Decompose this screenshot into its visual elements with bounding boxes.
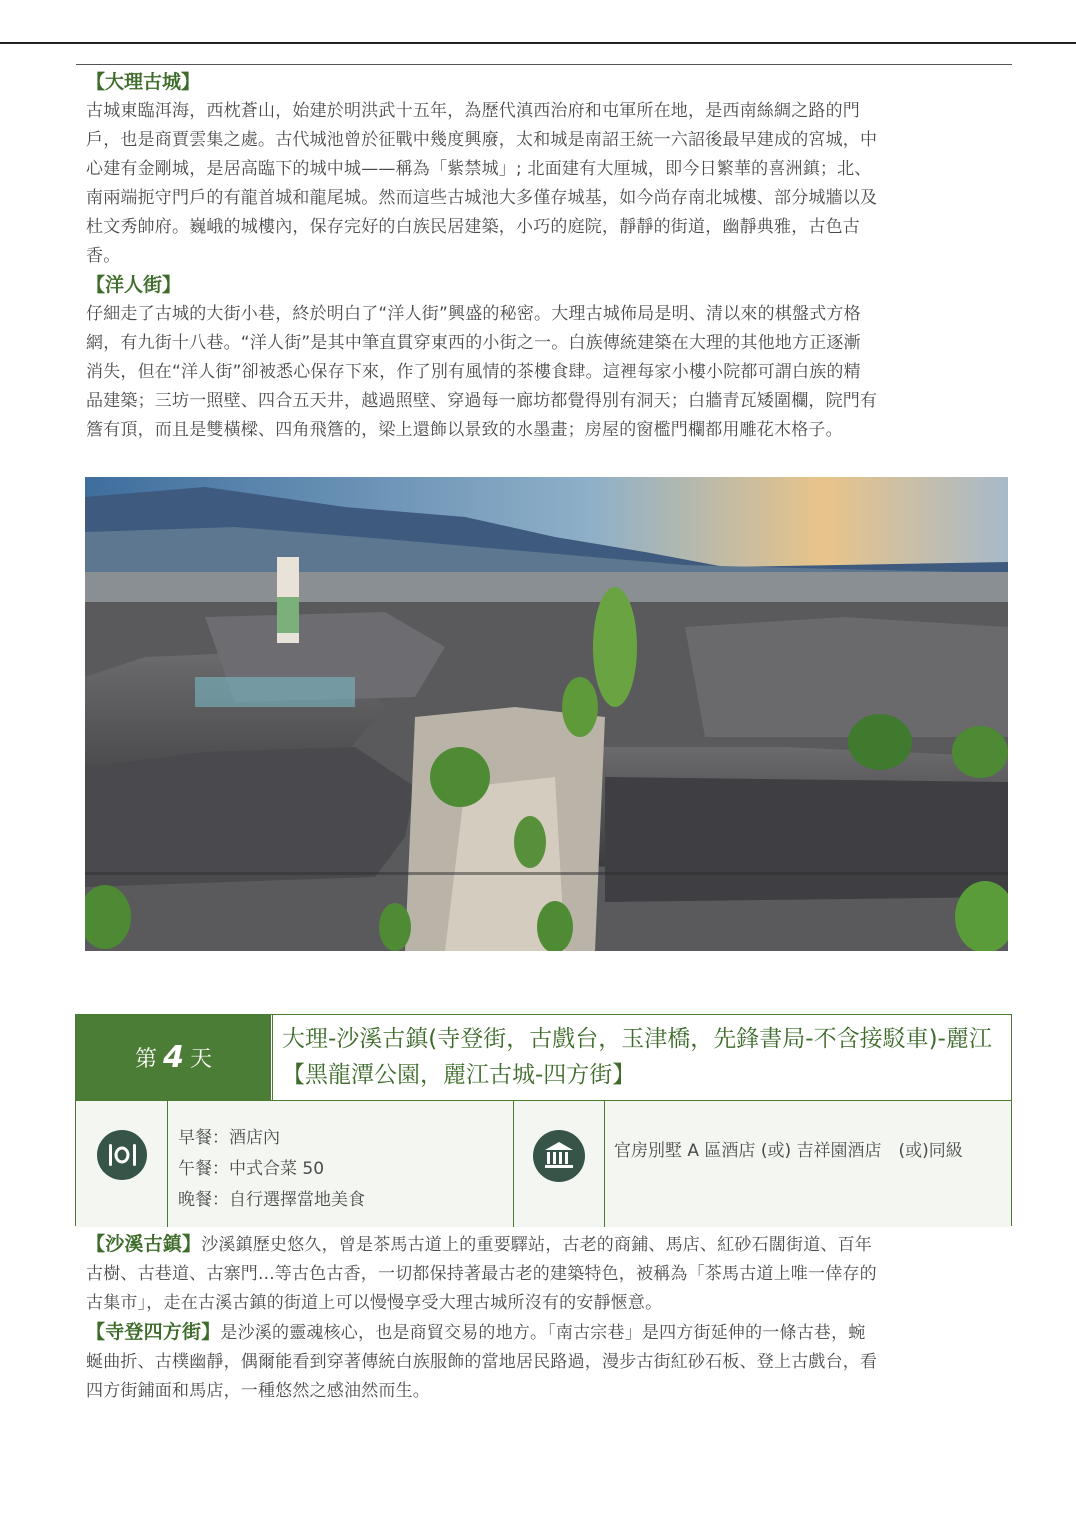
dali-old-town-line-4: 南兩端扼守門戶的有龍首城和龍尾城。然而這些古城池大多僅存城基，如今尚存南北城樓、部分城牆以及 — [86, 188, 878, 208]
foreigner-street-line-5: 簷有頂，而且是雙橫樑、四角飛簷的，梁上還飾以景致的水墨畫；房屋的窗檻門欄都用雕花木格子。 — [86, 420, 843, 440]
dining-icon — [97, 1130, 147, 1180]
dali-old-town-heading: 【大理古城】 — [86, 71, 201, 93]
hotel-building-icon — [533, 1130, 585, 1182]
sideng-line-2: 蜒曲折、古樸幽靜，偶爾能看到穿著傳統白族服飾的當地居民路過，漫步古街紅砂石板、登上古戲台，看 — [86, 1352, 878, 1372]
day-suffix: 天 — [189, 1047, 212, 1072]
dali-old-town-line-5: 杜文秀帥府。巍峨的城樓內，保存完好的白族民居建築，小巧的庭院，靜靜的街道，幽靜典雅，古色古 — [86, 217, 860, 237]
shaxi-line-1: 沙溪鎮歷史悠久，曾是茶馬古道上的重要驛站，古老的商鋪、馬店、紅砂石闊街道、百年 — [201, 1235, 873, 1255]
dali-old-town-photo — [85, 477, 1008, 951]
shaxi-heading: 【沙溪古鎮】 — [86, 1233, 202, 1255]
hotel-text: 官房別墅 A 區酒店 (或) 吉祥園酒店 (或)同級 — [614, 1141, 963, 1161]
day-details-row — [76, 1100, 1011, 1227]
day-number-label — [76, 1015, 271, 1100]
dali-old-town-line-3: 心建有金剛城，是居高臨下的城中城——稱為「紫禁城」; 北面建有大厘城，即今日繁華的喜洲鎮；北、 — [86, 159, 872, 179]
day-prefix: 第 — [135, 1047, 158, 1072]
page-top-rule — [0, 42, 1076, 44]
foreigner-street-line-2: 網，有九街十八巷。“洋人街”是其中筆直貫穿東西的小街之一。白族傳統建築在大理的其他地方正逐漸 — [86, 333, 861, 353]
shaxi-paragraph-line-1 — [86, 1230, 1006, 1260]
sideng-line-3: 四方街鋪面和馬店，一種悠然之感油然而生。 — [86, 1381, 430, 1401]
shaxi-line-2: 古樹、古巷道、古寨門...等古色古香，一切都保持著最古老的建築特色，被稱為「茶馬古道上唯一倖存的 — [86, 1264, 877, 1284]
details-divider-3 — [604, 1101, 605, 1227]
details-divider-1 — [167, 1101, 168, 1227]
shaxi-line-3: 古集市」，走在古溪古鎮的街道上可以慢慢享受大理古城所沒有的安靜愜意。 — [86, 1293, 663, 1313]
sideng-line-1: 是沙溪的靈魂核心，也是商貿交易的地方。「南古宗巷」是四方街延伸的一條古巷，蜿 — [220, 1323, 866, 1343]
day-description — [86, 1230, 1006, 1406]
intro-content — [86, 68, 1006, 445]
section-rule — [76, 64, 1012, 65]
foreigner-street-line-3: 消失，但在“洋人街”卻被悉心保存下來，作了別有風情的茶樓食肆。這裡每家小樓小院都可謂白族的精 — [86, 362, 861, 382]
day-route-title: 大理-沙溪古鎮(寺登街，古戲台，玉津橋，先鋒書局-不含接駁車)-麗江【黑龍潭公園，麗江古城-四方街】 — [272, 1015, 1011, 1100]
sideng-paragraph-line-1 — [86, 1318, 1006, 1348]
dali-old-town-line-1: 古城東臨洱海，西枕蒼山，始建於明洪武十五年，為歷代滇西治府和屯軍所在地，是西南絲綢之路的門 — [86, 101, 860, 121]
sideng-square-heading: 【寺登四方街】 — [86, 1321, 221, 1343]
lunch-text: 午餐：中式合菜 50 — [178, 1159, 325, 1179]
day-itinerary-table — [75, 1014, 1012, 1226]
details-divider-2 — [513, 1101, 514, 1227]
meals-list — [178, 1123, 365, 1216]
foreigner-street-heading: 【洋人街】 — [86, 274, 182, 296]
foreigner-street-line-1: 仔細走了古城的大街小巷，終於明白了“洋人街”興盛的秘密。大理古城佈局是明、清以來的棋盤式方格 — [86, 304, 861, 324]
dali-old-town-line-6: 香。 — [86, 246, 121, 266]
foreigner-street-line-4: 品建築；三坊一照壁、四合五天井，越過照壁、穿過每一廊坊都覺得別有洞天；白牆青瓦矮圍欄，院門有 — [86, 391, 878, 411]
dinner-text: 晚餐：自行選擇當地美食 — [178, 1190, 365, 1210]
dali-old-town-line-2: 戶，也是商賈雲集之處。古代城池曾於征戰中幾度興廢，太和城是南詔王統一六詔後最早建成的宮城，中 — [86, 130, 878, 150]
breakfast-text: 早餐：酒店內 — [178, 1128, 280, 1148]
day-number: 4 — [163, 1040, 184, 1075]
